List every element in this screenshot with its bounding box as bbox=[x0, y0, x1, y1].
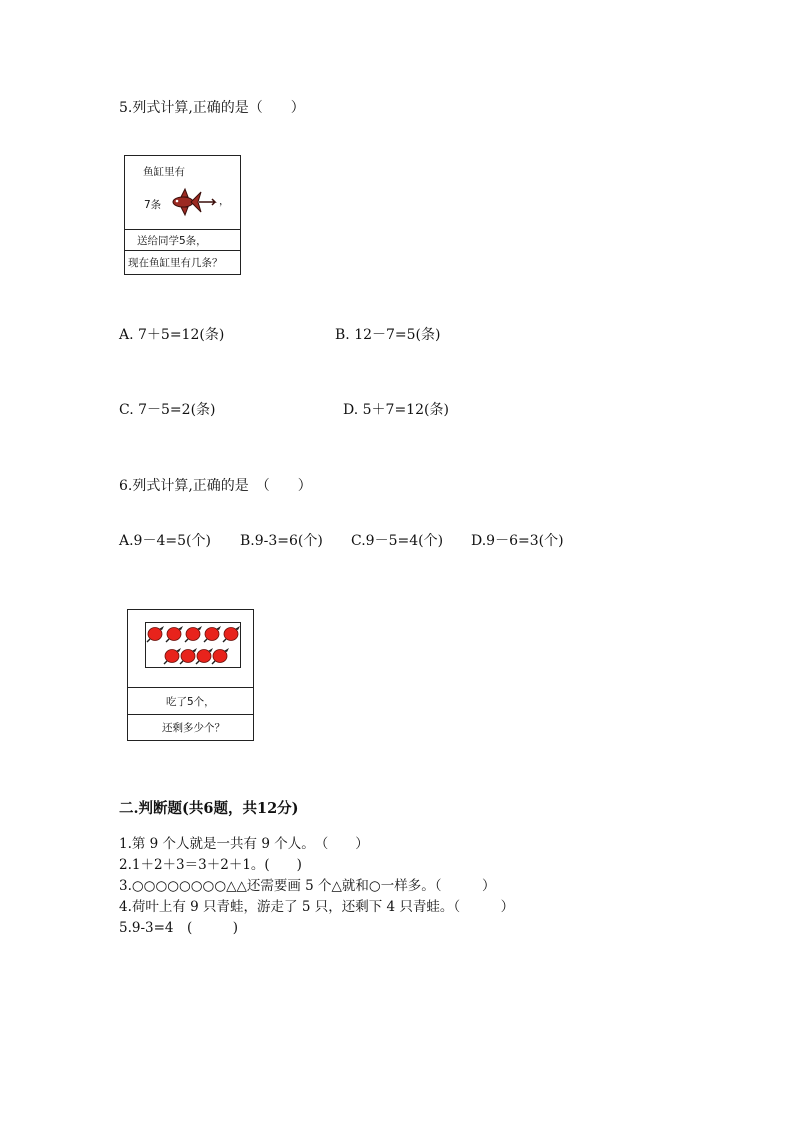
fish-icon bbox=[171, 186, 217, 218]
q6-option-a[interactable]: A.9－4=5(个) bbox=[119, 533, 211, 549]
q5-stem: 5.列式计算,正确的是（ ） bbox=[119, 100, 305, 116]
judge-item-4: 4.荷叶上有 9 只青蛙，游走了 5 只，还剩下 4 只青蛙。（ ） bbox=[119, 899, 515, 915]
q5-picture-count: 7条 bbox=[144, 199, 162, 211]
q6-option-c[interactable]: C.9－5=4(个) bbox=[351, 533, 444, 549]
q6-option-d[interactable]: D.9－6=3(个) bbox=[471, 533, 564, 549]
q6-picture-box bbox=[127, 609, 254, 741]
q5-picture-box bbox=[124, 155, 241, 275]
q6-option-b[interactable]: B.9-3=6(个) bbox=[240, 533, 323, 549]
q6-stem: 6.列式计算,正确的是 （ ） bbox=[119, 478, 312, 494]
q5-option-d[interactable]: D. 5＋7=12(条) bbox=[343, 402, 449, 418]
q5-picture-line3: 现在鱼缸里有几条？ bbox=[125, 250, 240, 274]
q5-picture-line2: 送给同学5条， bbox=[125, 229, 240, 250]
q5-picture-line1: 鱼缸里有 bbox=[143, 166, 185, 178]
q5-option-b[interactable]: B. 12－7=5(条) bbox=[335, 327, 441, 343]
q6-picture-line2: 吃了5个， bbox=[128, 687, 253, 714]
judge-item-3: 3.○○○○○○○○△△还需要画 5 个△就和○一样多。（ ） bbox=[119, 878, 496, 894]
q6-picture-line3: 还剩多少个？ bbox=[128, 714, 253, 740]
q5-picture-comma: ， bbox=[219, 195, 230, 207]
judge-item-5: 5.9-3=4 ( ) bbox=[119, 920, 239, 936]
judge-list bbox=[119, 834, 514, 939]
q5-option-c[interactable]: C. 7－5=2(条) bbox=[119, 402, 216, 418]
section2-title: 二.判断题(共6题，共12分) bbox=[119, 800, 299, 817]
judge-item-2: 2.1＋2＋3＝3＋2＋1。( ) bbox=[119, 857, 302, 873]
judge-item-1: 1.第 9 个人就是一共有 9 个人。 （ ） bbox=[119, 836, 369, 852]
fruit-group bbox=[145, 622, 241, 668]
q5-option-a[interactable]: A. 7＋5=12(条) bbox=[119, 327, 225, 343]
